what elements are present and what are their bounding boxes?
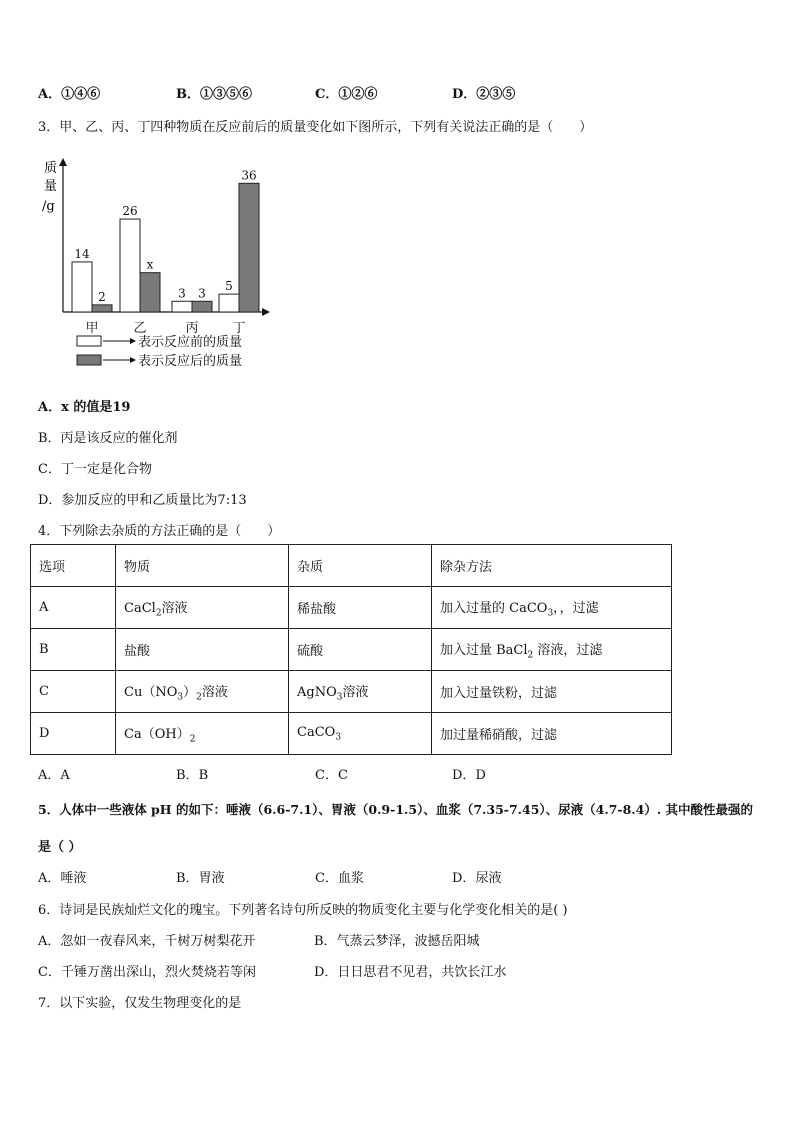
- table-header-row: [31, 545, 672, 587]
- data-label-after-1: x: [146, 257, 154, 272]
- row-option: D: [31, 713, 116, 755]
- row-method: 加入过量铁粉，过滤: [432, 671, 672, 713]
- category-label-2: 丙: [185, 321, 199, 336]
- row-impurity: 硫酸: [289, 629, 432, 671]
- y-axis-arrow: [59, 158, 67, 166]
- q4-option-c[interactable]: C．C: [315, 768, 348, 783]
- chart-category-labels: [85, 321, 245, 336]
- y-axis-label-line2: 量: [44, 179, 58, 194]
- q5-stem-line2: 是（ ）: [38, 840, 82, 855]
- data-label-before-2: 3: [178, 286, 186, 301]
- legend-arrow-head-1: [130, 357, 136, 363]
- q5-option-d[interactable]: D．尿液: [452, 871, 502, 886]
- row-method: 加过量稀硝酸，过滤: [432, 713, 672, 755]
- row-substance: $Ca(OH)_2$: [116, 713, 289, 755]
- q4-stem: 4．下列除去杂质的方法正确的是（ ）: [38, 524, 281, 539]
- bar-before-3: [219, 294, 239, 312]
- y-axis-label-line3: /g: [42, 199, 55, 214]
- q3-option-b[interactable]: B．丙是该反应的催化剂: [38, 431, 178, 446]
- q3-option-d[interactable]: D．参加反应的甲和乙质量比为7:13: [38, 493, 247, 508]
- y-axis-label: [42, 161, 57, 214]
- table-row: [31, 587, 672, 629]
- table-row: [31, 713, 672, 755]
- table-row: [31, 671, 672, 713]
- legend-label-1: 表示反应后的质量: [138, 354, 243, 369]
- legend-arrow-head-0: [130, 338, 136, 344]
- row-option: A: [31, 587, 116, 629]
- row-method: 加入过量 BaCl$_2$ 溶液，过滤: [432, 629, 672, 671]
- bar-before-0: [72, 262, 92, 312]
- header-impurity: 杂质: [289, 545, 432, 587]
- row-option: B: [31, 629, 116, 671]
- q2-option-b[interactable]: B．①③⑤⑥: [176, 87, 253, 102]
- category-label-0: 甲: [85, 321, 99, 336]
- q3-option-a[interactable]: A．x 的值是19: [38, 400, 131, 415]
- q5-option-b[interactable]: B．胃液: [176, 871, 225, 886]
- q4-option-a[interactable]: A．A: [38, 768, 70, 783]
- q3-option-c[interactable]: C．丁一定是化合物: [38, 462, 152, 477]
- q6-stem: 6．诗词是民族灿烂文化的瑰宝。下列著名诗句所反映的物质变化主要与化学变化相关的是( ): [38, 903, 568, 918]
- row-substance: $Cu(NO_3)_2$溶液: [116, 671, 289, 713]
- q5-stem-line1: 5．人体中一些液体 pH 的如下：唾液（6.6-7.1）、胃液（0.9-1.5）、血浆（7.35-7.45）、尿液（4.7-8.4）. 其中酸性最强的: [38, 802, 754, 817]
- row-impurity: 稀盐酸: [289, 587, 432, 629]
- chart-bars: [72, 168, 259, 312]
- row-impurity: CaCO$_3$: [289, 713, 432, 755]
- q6-option-b[interactable]: B．气蒸云梦泽，波撼岳阳城: [314, 934, 480, 949]
- q4-option-b[interactable]: B．B: [176, 768, 209, 783]
- bar-before-2: [172, 301, 192, 312]
- row-method: 加入过量的 CaCO$_3$，，过滤: [432, 587, 672, 629]
- data-label-after-2: 3: [198, 286, 206, 301]
- x-axis-arrow: [262, 308, 270, 316]
- data-label-after-0: 2: [98, 289, 106, 304]
- q2-option-c[interactable]: C．①②⑥: [315, 87, 378, 102]
- y-axis-label-line1: 质: [44, 161, 58, 176]
- row-substance: CaCl$_2$溶液: [116, 587, 289, 629]
- q2-option-d[interactable]: D．②③⑤: [452, 87, 516, 102]
- header-option: 选项: [31, 545, 116, 587]
- bar-after-1: [140, 273, 160, 312]
- category-label-1: 乙: [133, 321, 147, 336]
- q5-option-c[interactable]: C．血浆: [315, 871, 364, 886]
- category-label-3: 丁: [232, 321, 246, 336]
- q4-option-d[interactable]: D．D: [452, 768, 486, 783]
- legend-swatch-1: [77, 355, 101, 365]
- legend-label-0: 表示反应前的质量: [138, 335, 243, 350]
- legend-swatch-0: [77, 336, 101, 346]
- data-label-before-3: 5: [225, 279, 233, 294]
- bar-after-3: [239, 183, 259, 312]
- row-impurity: AgNO$_3$溶液: [289, 671, 432, 713]
- data-label-before-0: 14: [74, 246, 90, 261]
- header-substance: 物质: [116, 545, 289, 587]
- q4-table: [30, 544, 672, 755]
- q3-stem: 3．甲、乙、丙、丁四种物质在反应前后的质量变化如下图所示，下列有关说法正确的是（ ）: [38, 120, 593, 135]
- row-option: C: [31, 671, 116, 713]
- data-label-before-1: 26: [122, 204, 138, 219]
- bar-before-1: [120, 219, 140, 312]
- q6-option-c[interactable]: C．千锤万凿出深山，烈火焚烧若等闲: [38, 965, 256, 980]
- header-method: 除杂方法: [432, 545, 672, 587]
- bar-after-0: [92, 305, 112, 312]
- q6-option-a[interactable]: A．忽如一夜春风来，千树万树梨花开: [38, 934, 256, 949]
- chart-legend: [77, 334, 242, 369]
- table-row: [31, 629, 672, 671]
- data-label-after-3: 36: [241, 168, 257, 183]
- q2-option-a[interactable]: A．①④⑥: [38, 87, 101, 102]
- bar-after-2: [192, 301, 212, 312]
- row-substance: 盐酸: [116, 629, 289, 671]
- q6-option-d[interactable]: D．日日思君不见君，共饮长江水: [314, 965, 507, 980]
- q5-option-a[interactable]: A．唾液: [38, 871, 87, 886]
- q3-bar-chart: [30, 150, 280, 380]
- q7-stem: 7．以下实验，仅发生物理变化的是: [38, 996, 242, 1011]
